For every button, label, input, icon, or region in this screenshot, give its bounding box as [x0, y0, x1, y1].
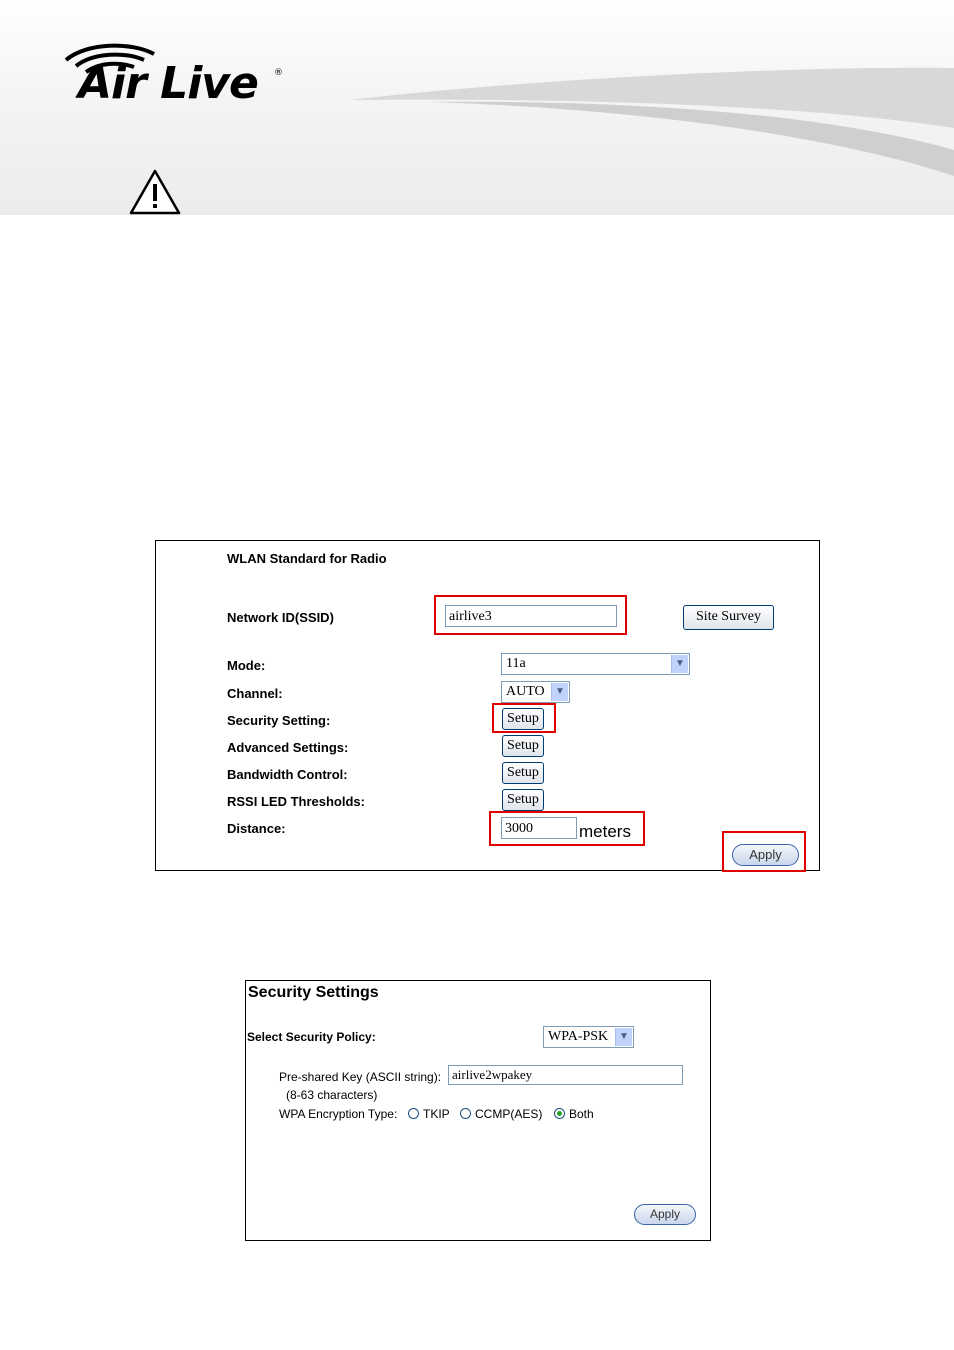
channel-label: Channel: [227, 686, 283, 701]
warning-icon [128, 168, 182, 216]
chevron-down-icon: ▼ [671, 655, 688, 673]
bandwidth-setup-button[interactable]: Setup [502, 762, 544, 784]
bandwidth-control-label: Bandwidth Control: [227, 767, 348, 782]
security-setting-label: Security Setting: [227, 713, 331, 728]
security-apply-button[interactable]: Apply [634, 1204, 696, 1225]
mode-select[interactable] [501, 653, 690, 675]
radio-tkip-label: TKIP [423, 1107, 450, 1121]
radio-both[interactable] [554, 1108, 565, 1119]
radio-both-label: Both [569, 1107, 594, 1121]
security-settings-panel [245, 980, 711, 1241]
airlive-logo: Air Live [78, 58, 258, 109]
security-policy-select[interactable] [543, 1026, 634, 1048]
distance-input[interactable]: 3000 [501, 817, 577, 839]
security-settings-title: Security Settings [248, 984, 379, 1001]
wlan-settings-panel [155, 540, 820, 871]
advanced-setup-button[interactable]: Setup [502, 735, 544, 757]
security-setup-button[interactable]: Setup [502, 708, 544, 730]
advanced-settings-label: Advanced Settings: [227, 740, 349, 755]
rssi-setup-button[interactable]: Setup [502, 789, 544, 811]
registered-mark: ® [274, 68, 283, 78]
mode-value: 11a [506, 656, 526, 671]
psk-hint: (8-63 characters) [286, 1088, 378, 1102]
psk-label: Pre-shared Key (ASCII string): [279, 1070, 442, 1084]
radio-tkip[interactable] [408, 1108, 419, 1119]
security-policy-label: Select Security Policy: [247, 1030, 376, 1044]
channel-select[interactable] [501, 681, 570, 703]
security-policy-value: WPA-PSK [548, 1029, 609, 1044]
distance-label: Distance: [227, 821, 286, 836]
ssid-label: Network ID(SSID) [227, 610, 334, 625]
radio-ccmp[interactable] [460, 1108, 471, 1119]
site-survey-button[interactable]: Site Survey [683, 605, 774, 630]
channel-value: AUTO [506, 684, 545, 699]
psk-input[interactable]: airlive2wpakey [448, 1065, 683, 1085]
apply-button[interactable]: Apply [732, 844, 799, 866]
page-header [0, 0, 954, 215]
ssid-input[interactable]: airlive3 [445, 605, 617, 627]
chevron-down-icon: ▼ [551, 683, 568, 701]
mode-label: Mode: [227, 658, 266, 673]
chevron-down-icon: ▼ [615, 1028, 632, 1046]
distance-unit: meters [579, 822, 631, 841]
rssi-led-label: RSSI LED Thresholds: [227, 794, 365, 809]
panel-title: WLAN Standard for Radio [227, 551, 387, 566]
radio-ccmp-label: CCMP(AES) [475, 1107, 543, 1121]
encryption-type-label: WPA Encryption Type: [279, 1107, 398, 1121]
